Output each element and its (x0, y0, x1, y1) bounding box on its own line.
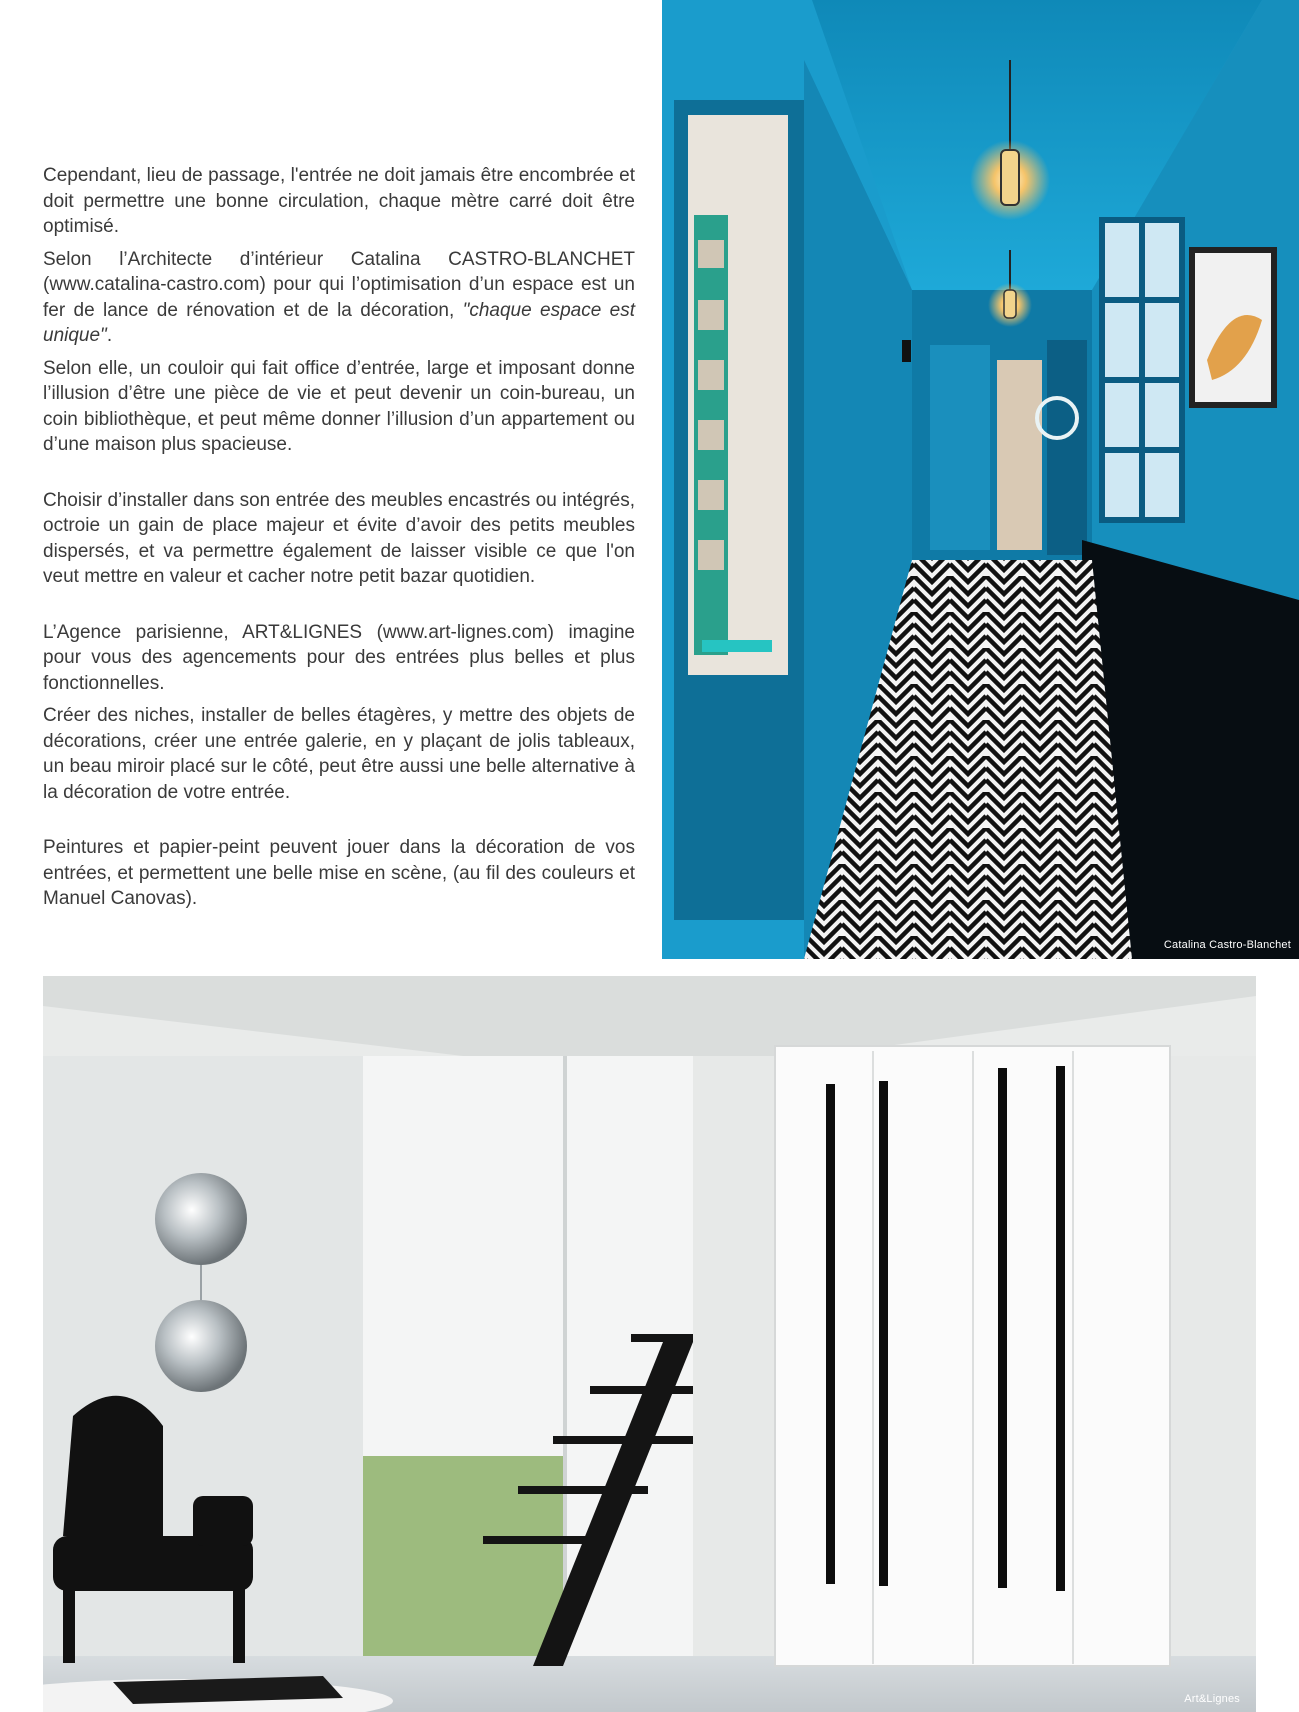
paragraph-7: Peintures et papier-peint peuvent jouer dans la décoration de vos entrées, et permettent une belle mise en scène, (au fil des couleurs et Manuel Canovas). (43, 837, 635, 909)
pendant-lamp-1 (1001, 150, 1019, 205)
paragraph-3: Selon elle, un couloir qui fait office d’entrée, large et imposant donne l’illusion d’être une pièce de vie et peut devenir un coin-bureau, un coin bibliothèque, et peut même donner l’illusion d’un appartement ou d’une maison plus spacieuse. (43, 357, 635, 455)
entrance-illustration (43, 976, 1256, 1712)
article-body (43, 163, 635, 919)
hallway-photo-credit: Catalina Castro-Blanchet (1163, 939, 1291, 951)
hallway-illustration (662, 0, 1299, 959)
paragraph-5: L’Agence parisienne, ART&LIGNES (www.art-lignes.com) imagine pour vous des agencements pour des entrées plus belles et plus fonctionnelles. (43, 621, 635, 694)
paragraph-6: Créer des niches, installer de belles étagères, y mettre des objets de décorations, créer une entrée galerie, en y plaçant de jolis tableaux, un beau miroir placé sur le côté, peut être aussi une belle alternative à la décoration de votre entrée. (43, 705, 635, 803)
right-windows (1102, 220, 1182, 520)
paragraph-4: Choisir d’installer dans son entrée des meubles encastrés ou intégrés, octroie un gain de place majeur et évite d’avoir des petits meubles dispersés, et va permettre également de laisser visible ce que l'on veut mettre en valeur et cacher notre petit bazar quotidien. (43, 489, 635, 587)
mirror-sphere-bottom (155, 1300, 247, 1392)
far-door-left (930, 345, 990, 550)
paragraph-2-text: Selon l’Architecte d’intérieur Catalina CASTRO-BLANCHET (www.catalina-castro.com) pour qui l’optimisation d’un espace est un fer de lance de rénovation et de la décoration, (43, 248, 635, 321)
far-room (997, 360, 1042, 550)
paragraph-2 (43, 247, 635, 349)
mirror-sphere-top (155, 1173, 247, 1265)
paragraph-1: Cependant, lieu de passage, l'entrée ne doit jamais être encombrée et doit permettre une bonne circulation, chaque mètre carré doit être optimisé. (43, 165, 635, 237)
pendant-lamp-2 (1004, 290, 1016, 318)
wall-sconce (902, 340, 911, 362)
paragraph-2-end: . (106, 325, 113, 346)
paragraph-2-quote: "chaque espace est unique" (43, 299, 636, 346)
entrance-photo (43, 976, 1256, 1712)
hallway-photo (662, 0, 1299, 959)
glass-mullion (563, 1056, 567, 1656)
far-door-right (1047, 340, 1087, 555)
entrance-photo-credit: Art&Lignes (1184, 1693, 1240, 1705)
teal-step (702, 640, 772, 652)
